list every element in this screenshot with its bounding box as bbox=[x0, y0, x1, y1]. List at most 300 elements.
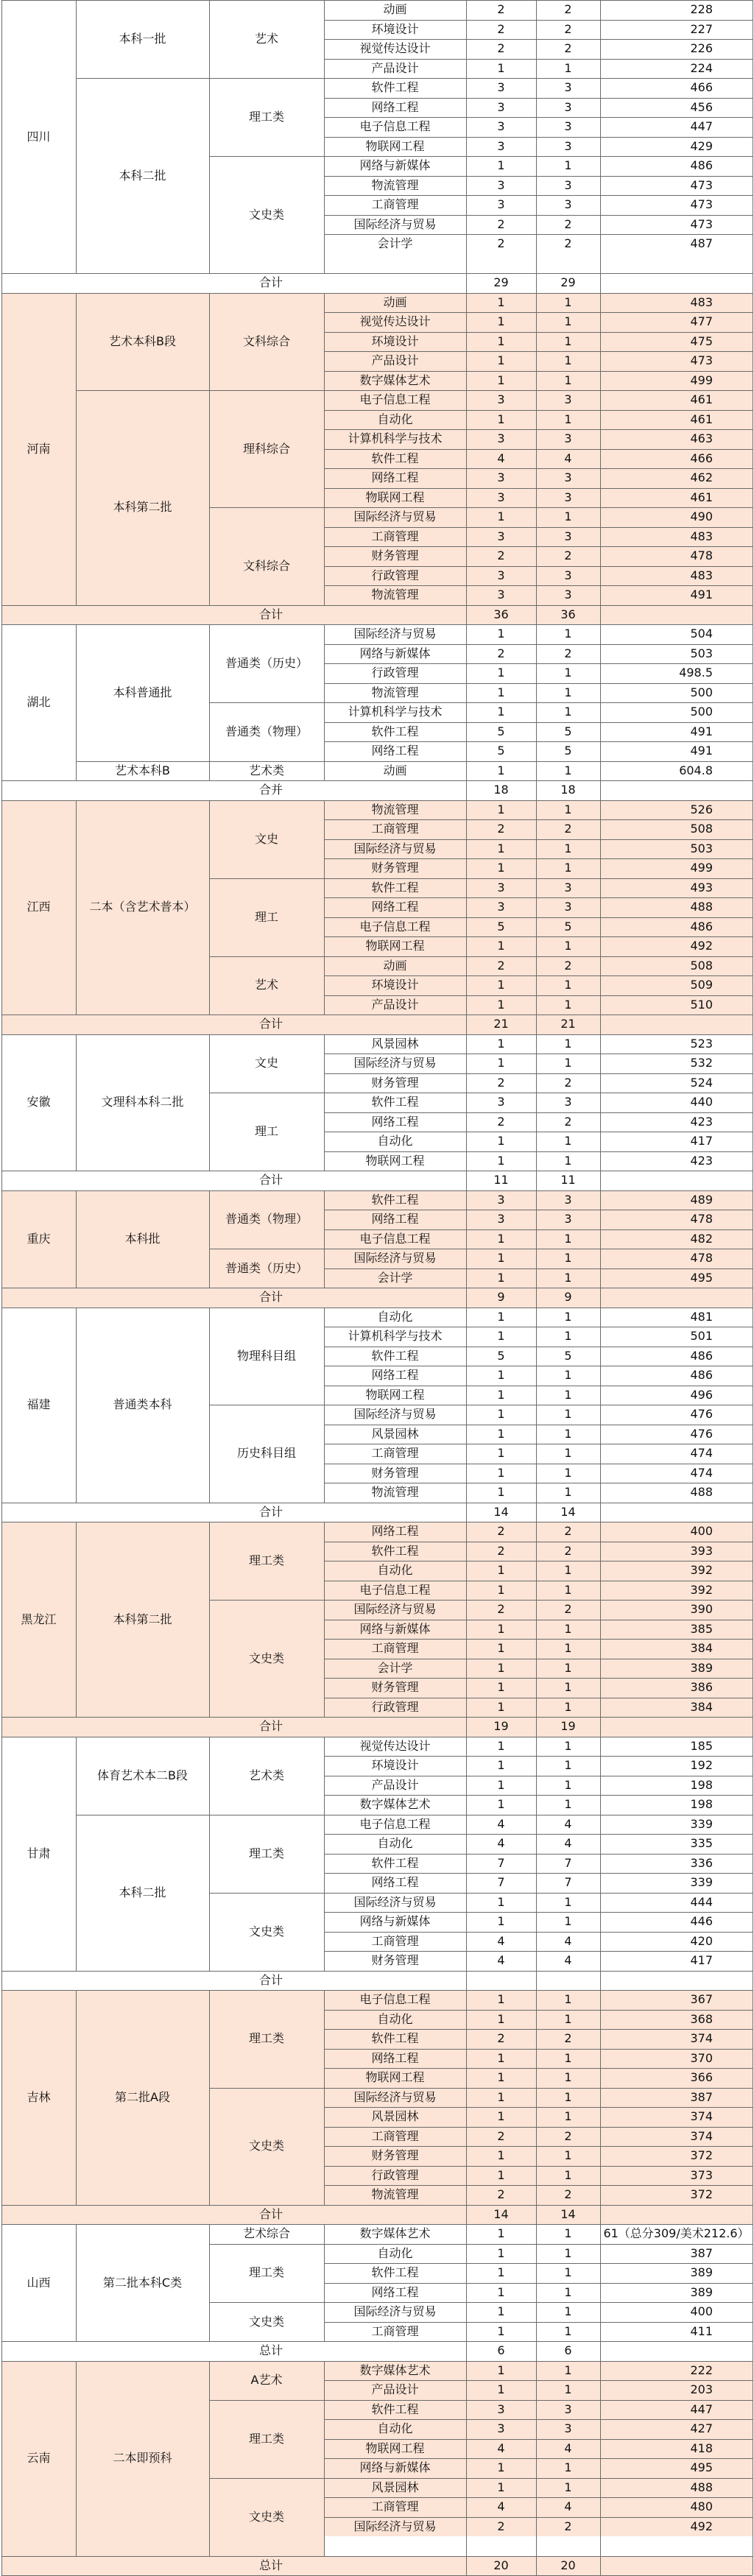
major-name: 物联网工程 bbox=[365, 1153, 425, 1168]
major-name: 电子信息工程 bbox=[324, 1990, 466, 2010]
total-label: 合计 bbox=[76, 1717, 466, 1737]
grid-line bbox=[1, 800, 2, 1034]
admit-count: 1 bbox=[564, 1758, 572, 1773]
major-name: 国际经济与贸易 bbox=[324, 2088, 466, 2108]
major-name: 软件工程 bbox=[371, 724, 419, 738]
admit-count: 2 bbox=[536, 546, 600, 566]
admit-count: 1 bbox=[536, 1639, 600, 1659]
admit-count: 1 bbox=[564, 1368, 572, 1383]
grid-line bbox=[1, 1971, 753, 1972]
grid-line bbox=[536, 2361, 537, 2576]
major-name: 会计学 bbox=[324, 1659, 466, 1679]
major-name: 网络工程 bbox=[324, 2049, 466, 2069]
major-name: 动画 bbox=[383, 2, 407, 17]
grid-line bbox=[324, 1034, 325, 1171]
min-score: 510 bbox=[600, 995, 753, 1015]
total-admit: 11 bbox=[560, 1173, 576, 1188]
plan-count: 2 bbox=[466, 2029, 536, 2049]
admit-count: 1 bbox=[536, 1249, 600, 1268]
major-name: 财务管理 bbox=[371, 1465, 419, 1480]
major-name: 自动化 bbox=[324, 410, 466, 430]
plan-count: 1 bbox=[466, 2380, 536, 2400]
grid-line bbox=[1, 1190, 2, 1308]
admit-count: 4 bbox=[564, 1953, 572, 1968]
admit-count: 2 bbox=[564, 236, 572, 251]
total-score bbox=[600, 2556, 753, 2576]
total-plan: 14 bbox=[493, 1504, 509, 1519]
grid-line bbox=[209, 1522, 210, 1717]
min-score: 483 bbox=[600, 293, 753, 313]
admit-count: 4 bbox=[536, 449, 600, 469]
plan-count: 2 bbox=[497, 41, 505, 56]
category-cell: 文史 bbox=[209, 800, 324, 878]
major-name: 电子信息工程 bbox=[324, 390, 466, 410]
plan-count: 1 bbox=[497, 1758, 505, 1773]
plan-count: 1 bbox=[466, 2107, 536, 2127]
min-score: 491 bbox=[600, 585, 753, 605]
grid-line bbox=[600, 1034, 601, 1190]
min-score: 373 bbox=[600, 2166, 753, 2186]
grid-line bbox=[600, 0, 601, 293]
admit-count: 3 bbox=[536, 1190, 600, 1210]
batch-cell: 二本（含艺术普本） bbox=[76, 800, 209, 1015]
admit-count: 1 bbox=[536, 2380, 600, 2400]
grid-line bbox=[324, 2146, 753, 2147]
grid-line bbox=[1, 800, 753, 801]
admit-count: 1 bbox=[536, 2010, 600, 2030]
major-name: 物流管理 bbox=[371, 1485, 419, 1500]
grid-line bbox=[76, 1990, 77, 2205]
grid-line bbox=[324, 2010, 753, 2011]
major-name: 自动化 bbox=[324, 1561, 466, 1581]
grid-line bbox=[536, 1034, 537, 1190]
grid-line bbox=[466, 800, 467, 1034]
plan-count: 1 bbox=[497, 158, 505, 173]
admit-count: 4 bbox=[536, 2497, 600, 2517]
province-cell: 江西 bbox=[1, 800, 76, 1015]
min-score: 224 bbox=[690, 60, 713, 75]
grid-line bbox=[76, 2224, 77, 2341]
major-name: 产品设计 bbox=[324, 995, 466, 1015]
total-plan: 29 bbox=[493, 275, 509, 290]
grid-line bbox=[324, 0, 325, 273]
min-score: 411 bbox=[690, 2323, 713, 2338]
plan-count: 3 bbox=[466, 566, 536, 586]
plan-count: 1 bbox=[497, 2284, 505, 2299]
grid-line bbox=[466, 0, 467, 293]
major-name: 视觉传达设计 bbox=[324, 312, 466, 332]
batch-cell: 本科第二批 bbox=[76, 1522, 209, 1717]
major-name: 工商管理 bbox=[371, 197, 419, 212]
plan-count: 1 bbox=[466, 1581, 536, 1601]
grid-line bbox=[536, 1990, 537, 2224]
total-plan: 18 bbox=[493, 783, 509, 797]
plan-count: 1 bbox=[497, 1485, 505, 1500]
min-score: 198 bbox=[690, 1777, 713, 1792]
grid-line bbox=[324, 2244, 753, 2245]
grid-line bbox=[324, 1151, 753, 1152]
grid-line bbox=[324, 761, 753, 762]
grid-line bbox=[536, 624, 537, 800]
category-cell: 文史类 bbox=[209, 2088, 324, 2205]
plan-count: 1 bbox=[497, 1797, 505, 1812]
grid-line bbox=[466, 2361, 467, 2576]
plan-count: 3 bbox=[497, 197, 505, 212]
major-name: 数字媒体艺术 bbox=[324, 371, 466, 391]
major-name: 网络工程 bbox=[324, 1522, 466, 1542]
admit-count: 1 bbox=[564, 1426, 572, 1441]
plan-count: 4 bbox=[497, 1816, 505, 1831]
min-score: 423 bbox=[690, 1114, 713, 1129]
grid-line bbox=[324, 858, 753, 859]
plan-count: 7 bbox=[497, 1875, 505, 1890]
grid-line bbox=[324, 936, 753, 937]
major-name: 环境设计 bbox=[371, 21, 419, 36]
major-name: 自动化 bbox=[377, 2245, 413, 2260]
category-cell: 理工类 bbox=[209, 2400, 324, 2478]
plan-count: 1 bbox=[466, 839, 536, 859]
admit-count: 5 bbox=[564, 1348, 572, 1363]
grid-line bbox=[209, 2224, 210, 2341]
grid-line bbox=[324, 1229, 753, 1230]
admit-count: 3 bbox=[564, 1095, 572, 1109]
min-score: 492 bbox=[600, 936, 753, 956]
min-score: 374 bbox=[600, 2029, 753, 2049]
min-score: 495 bbox=[600, 1268, 753, 1288]
admit-count: 1 bbox=[536, 839, 600, 859]
total-label: 合计 bbox=[76, 2205, 466, 2225]
total-score bbox=[600, 780, 753, 800]
category-cell: 理工类 bbox=[209, 1990, 324, 2088]
plan-count: 1 bbox=[466, 1229, 536, 1249]
admit-count: 3 bbox=[564, 119, 572, 134]
admit-count: 1 bbox=[564, 666, 572, 680]
min-score: 486 bbox=[600, 917, 753, 937]
admit-count: 1 bbox=[564, 1309, 572, 1324]
grid-line bbox=[324, 20, 753, 21]
min-score: 400 bbox=[600, 1522, 753, 1542]
min-score: 508 bbox=[600, 956, 753, 976]
grid-line bbox=[324, 429, 753, 430]
grid-line bbox=[324, 176, 753, 177]
major-name: 财务管理 bbox=[324, 2146, 466, 2166]
plan-count: 2 bbox=[466, 1600, 536, 1620]
min-score: 491 bbox=[690, 724, 713, 738]
grid-line bbox=[324, 624, 325, 780]
major-name: 工商管理 bbox=[324, 819, 466, 839]
total-plan: 14 bbox=[466, 2205, 536, 2225]
major-name: 国际经济与贸易 bbox=[324, 1249, 466, 1268]
category-cell: 文科综合 bbox=[209, 507, 324, 624]
major-name: 软件工程 bbox=[324, 2400, 466, 2420]
min-score: 489 bbox=[600, 1190, 753, 1210]
major-name: 物联网工程 bbox=[324, 488, 466, 508]
grid-line bbox=[324, 332, 753, 333]
min-score: 447 bbox=[600, 2400, 753, 2420]
major-name: 网络工程 bbox=[371, 1368, 419, 1383]
batch-cell: 文理科本科二批 bbox=[101, 1095, 184, 1109]
category-cell: 普通类（历史） bbox=[209, 1249, 324, 1288]
major-name: 财务管理 bbox=[324, 1678, 466, 1698]
plan-count: 3 bbox=[466, 488, 536, 508]
total-score bbox=[600, 1717, 753, 1737]
total-spacer bbox=[1, 2205, 76, 2225]
min-score: 384 bbox=[600, 1698, 753, 1718]
grid-line bbox=[466, 1034, 467, 1190]
min-score: 192 bbox=[690, 1758, 713, 1773]
plan-count: 1 bbox=[497, 2226, 505, 2241]
batch-cell: 艺术本科B bbox=[115, 763, 170, 777]
plan-count: 1 bbox=[497, 2323, 505, 2338]
grid-line bbox=[324, 702, 753, 703]
admit-count: 3 bbox=[564, 138, 572, 153]
min-score: 466 bbox=[690, 80, 713, 95]
total-label: 合计 bbox=[258, 1173, 283, 1188]
category-cell: 文史类 bbox=[248, 2314, 284, 2329]
admit-count: 1 bbox=[536, 293, 600, 313]
major-name: 计算机科学与技术 bbox=[348, 705, 443, 719]
min-score: 503 bbox=[600, 839, 753, 859]
grid-line bbox=[324, 2478, 753, 2479]
category-cell: 理工类 bbox=[248, 2265, 284, 2280]
major-name: 国际经济与贸易 bbox=[353, 1056, 437, 1070]
major-name: 数字媒体艺术 bbox=[359, 2226, 431, 2241]
major-name: 网络与新媒体 bbox=[359, 1914, 431, 1929]
major-name: 会计学 bbox=[377, 236, 413, 251]
grid-line bbox=[76, 1737, 77, 1971]
province-cell: 湖北 bbox=[27, 695, 51, 709]
major-name: 产品设计 bbox=[371, 1777, 419, 1792]
plan-count: 2 bbox=[466, 1542, 536, 1562]
plan-count: 1 bbox=[466, 1678, 536, 1698]
admit-count: 1 bbox=[536, 2458, 600, 2478]
province-cell: 福建 bbox=[27, 1397, 51, 1411]
major-name: 工商管理 bbox=[324, 527, 466, 547]
major-name: 工商管理 bbox=[371, 2323, 419, 2338]
major-name: 物联网工程 bbox=[324, 2439, 466, 2459]
grid-line bbox=[1, 2556, 753, 2557]
grid-line bbox=[1, 293, 2, 625]
admit-count: 1 bbox=[564, 1407, 572, 1422]
grid-line bbox=[536, 293, 537, 625]
grid-line bbox=[1, 1014, 753, 1015]
grid-line bbox=[324, 98, 753, 99]
major-name: 物联网工程 bbox=[324, 2068, 466, 2088]
admit-count: 2 bbox=[536, 1522, 600, 1542]
min-score: 387 bbox=[600, 2088, 753, 2108]
admit-count: 1 bbox=[564, 1329, 572, 1344]
grid-line bbox=[324, 644, 753, 645]
min-score: 228 bbox=[690, 2, 713, 17]
grid-line bbox=[466, 293, 467, 625]
min-score: 473 bbox=[600, 351, 753, 371]
admit-count: 1 bbox=[564, 2304, 572, 2319]
plan-count: 2 bbox=[497, 216, 505, 231]
major-name: 软件工程 bbox=[371, 80, 419, 95]
grid-line bbox=[1, 1990, 753, 1991]
grid-line bbox=[324, 2224, 325, 2341]
grid-line bbox=[466, 1990, 467, 2224]
admit-count: 4 bbox=[536, 2439, 600, 2459]
admit-count: 1 bbox=[564, 1777, 572, 1792]
grid-line bbox=[76, 293, 77, 605]
plan-count: 1 bbox=[497, 1329, 505, 1344]
admit-count: 3 bbox=[536, 488, 600, 508]
category-cell: A艺术 bbox=[209, 2361, 324, 2400]
plan-count: 3 bbox=[466, 1190, 536, 1210]
category-cell: 文史类 bbox=[248, 207, 284, 222]
major-name: 网络与新媒体 bbox=[324, 2458, 466, 2478]
major-name: 网络工程 bbox=[371, 1875, 419, 1890]
grid-line bbox=[600, 624, 601, 800]
admit-count: 1 bbox=[536, 2361, 600, 2381]
plan-count: 3 bbox=[466, 897, 536, 917]
total-admit bbox=[536, 1971, 600, 1991]
total-spacer bbox=[1, 2341, 76, 2361]
grid-line bbox=[1, 1190, 753, 1191]
grid-line bbox=[1, 293, 753, 294]
grid-line bbox=[536, 1737, 537, 1991]
grid-line bbox=[324, 741, 753, 742]
batch-cell: 本科二批 bbox=[119, 168, 166, 183]
admit-count: 1 bbox=[536, 1990, 600, 2010]
grid-line bbox=[600, 2361, 601, 2576]
grid-line bbox=[324, 351, 753, 352]
grid-line bbox=[324, 1737, 325, 1971]
grid-line bbox=[324, 507, 753, 508]
plan-count: 1 bbox=[497, 627, 505, 641]
grid-line bbox=[324, 1190, 325, 1288]
plan-count: 1 bbox=[497, 1368, 505, 1383]
min-score: 604.8 bbox=[679, 763, 713, 777]
total-label: 合计 bbox=[76, 605, 466, 625]
grid-line bbox=[324, 234, 753, 235]
major-name: 工商管理 bbox=[371, 1933, 419, 1948]
plan-count: 1 bbox=[497, 1738, 505, 1753]
admit-count: 1 bbox=[536, 1268, 600, 1288]
grid-line bbox=[536, 2224, 537, 2361]
category-cell: 普通类（历史） bbox=[225, 656, 308, 670]
admit-count: 2 bbox=[536, 2127, 600, 2147]
plan-count: 1 bbox=[466, 2166, 536, 2186]
total-score bbox=[600, 273, 753, 293]
grid-line bbox=[324, 1932, 753, 1933]
admit-count: 1 bbox=[536, 2166, 600, 2186]
total-admit: 29 bbox=[560, 275, 576, 290]
min-score: 61（总分309/美术212.6） bbox=[603, 2226, 750, 2241]
total-score bbox=[600, 2341, 753, 2361]
major-name: 自动化 bbox=[377, 1134, 413, 1148]
min-score: 488 bbox=[690, 1485, 713, 1500]
plan-count: 5 bbox=[466, 917, 536, 937]
min-score: 427 bbox=[600, 2419, 753, 2439]
major-name: 环境设计 bbox=[371, 1758, 419, 1773]
admit-count: 1 bbox=[536, 1659, 600, 1679]
plan-count: 1 bbox=[497, 1465, 505, 1480]
plan-count: 2 bbox=[497, 1114, 505, 1129]
grid-line bbox=[536, 800, 537, 1034]
batch-cell: 本科普通批 bbox=[113, 685, 172, 699]
major-name: 动画 bbox=[324, 956, 466, 976]
plan-count: 1 bbox=[497, 705, 505, 719]
grid-line bbox=[1, 1737, 2, 1991]
plan-count: 1 bbox=[497, 2304, 505, 2319]
grid-line bbox=[324, 117, 753, 118]
major-name: 国际经济与贸易 bbox=[353, 1407, 437, 1422]
admit-count: 1 bbox=[564, 705, 572, 719]
grid-line bbox=[324, 215, 753, 216]
grid-line bbox=[324, 39, 753, 40]
plan-count: 1 bbox=[497, 1914, 505, 1929]
total-label: 合计 bbox=[76, 1288, 466, 1308]
admit-count: 3 bbox=[564, 177, 572, 192]
admit-count: 2 bbox=[536, 956, 600, 976]
plan-count: 4 bbox=[497, 1933, 505, 1948]
category-cell: 理工类 bbox=[209, 1522, 324, 1600]
plan-count: 1 bbox=[466, 1659, 536, 1679]
total-score bbox=[600, 1503, 753, 1522]
admit-count: 1 bbox=[564, 685, 572, 699]
admit-count: 3 bbox=[536, 878, 600, 898]
grid-line bbox=[324, 2127, 753, 2128]
plan-count: 1 bbox=[497, 1056, 505, 1070]
major-name: 软件工程 bbox=[371, 1348, 419, 1363]
plan-count: 3 bbox=[466, 429, 536, 449]
grid-line bbox=[324, 1990, 325, 2205]
major-name: 财务管理 bbox=[371, 1953, 419, 1968]
min-score: 386 bbox=[600, 1678, 753, 1698]
major-name: 电子信息工程 bbox=[324, 917, 466, 937]
min-score: 463 bbox=[600, 429, 753, 449]
major-name: 电子信息工程 bbox=[359, 1816, 431, 1831]
plan-count: 1 bbox=[497, 1134, 505, 1148]
grid-line bbox=[324, 2107, 753, 2108]
major-name: 软件工程 bbox=[371, 1095, 419, 1109]
grid-line bbox=[324, 956, 753, 957]
grid-line bbox=[1, 1522, 2, 1737]
plan-count: 3 bbox=[466, 527, 536, 547]
category-cell: 文史类 bbox=[209, 1600, 324, 1717]
plan-count: 4 bbox=[466, 2497, 536, 2517]
grid-line bbox=[324, 1912, 753, 1913]
plan-count: 3 bbox=[466, 390, 536, 410]
min-score: 508 bbox=[600, 819, 753, 839]
plan-count: 7 bbox=[497, 1855, 505, 1870]
major-name: 风景园林 bbox=[324, 2478, 466, 2498]
grid-line bbox=[324, 819, 753, 820]
grid-line bbox=[324, 1854, 753, 1855]
grid-line bbox=[324, 2322, 753, 2323]
plan-count: 1 bbox=[497, 1894, 505, 1909]
admit-count: 7 bbox=[564, 1875, 572, 1890]
admit-count: 2 bbox=[564, 216, 572, 231]
major-name: 工商管理 bbox=[324, 2127, 466, 2147]
batch-cell: 本科一批 bbox=[119, 32, 166, 46]
batch-cell: 二本即预科 bbox=[76, 2361, 209, 2556]
grid-line bbox=[600, 1990, 601, 2224]
province-cell: 河南 bbox=[1, 293, 76, 605]
plan-count: 1 bbox=[497, 685, 505, 699]
plan-count: 3 bbox=[466, 2400, 536, 2420]
admit-count: 1 bbox=[536, 1698, 600, 1718]
major-name: 产品设计 bbox=[324, 2380, 466, 2400]
min-score: 486 bbox=[690, 1368, 713, 1383]
admit-count: 2 bbox=[536, 2517, 600, 2537]
plan-count: 2 bbox=[466, 956, 536, 976]
grid-line bbox=[324, 468, 753, 469]
category-cell: 理工 bbox=[254, 1124, 278, 1138]
grid-line bbox=[1, 1034, 753, 1035]
